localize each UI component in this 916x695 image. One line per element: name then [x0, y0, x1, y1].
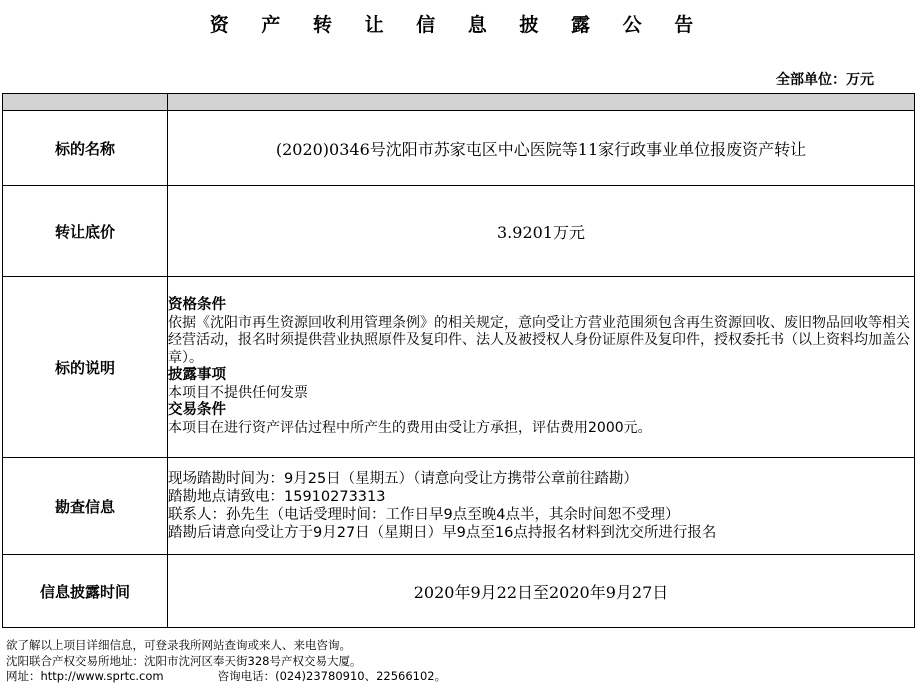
price-value: 3.9201万元	[168, 186, 915, 277]
table-row-disclosure-time	[3, 555, 915, 628]
header-cell-left	[3, 94, 168, 111]
inspection-line: 踏勘地点请致电：15910273313	[168, 489, 386, 505]
trade-text: 本项目在进行资产评估过程中所产生的费用由受让方承担，评估费用2000元。	[168, 419, 652, 436]
header-cell-right	[168, 94, 915, 111]
qualification-text: 依据《沈阳市再生资源回收利用管理条例》的相关规定，意向受让方营业范围须包含再生资源回收、废旧物品回收等相关经营活动，报名时须提供营业执照原件及复印件、法人及被授权人身份证原件及复印件，授权委托书（以上资料均加盖公章）。	[168, 314, 910, 366]
table-row-description	[3, 277, 915, 458]
inspection-line: 现场踏勘时间为：9月25日（星期五）（请意向受让方携带公章前往踏勘）	[168, 471, 638, 487]
footer-website: 网址：http://www.sprtc.com	[6, 669, 164, 683]
footer-line-2: 沈阳联合产权交易所地址：沈阳市沈河区奉天街328号产权交易大厦。	[6, 653, 362, 668]
qualification-title: 资格条件	[168, 297, 226, 313]
price-label: 转让底价	[3, 186, 168, 277]
inspection-content	[168, 458, 915, 555]
disclosure-title: 披露事项	[168, 367, 226, 383]
inspection-line: 踏勘后请意向受让方于9月27日（星期日）早9点至16点持报名材料到沈交所进行报名	[168, 525, 717, 541]
footer-phone: 咨询电话：(024)23780910、22566102。	[217, 669, 447, 683]
description-content	[168, 277, 915, 458]
info-table	[2, 93, 915, 628]
name-label: 标的名称	[3, 111, 168, 186]
disclosure-time-value: 2020年9月22日至2020年9月27日	[168, 555, 915, 628]
name-value: (2020)0346号沈阳市苏家屯区中心医院等11家行政事业单位报废资产转让	[168, 111, 915, 186]
table-header-row	[3, 94, 915, 111]
footer	[6, 638, 446, 685]
footer-line-3	[6, 669, 446, 685]
trade-title: 交易条件	[168, 402, 226, 418]
disclosure-text: 本项目不提供任何发票	[168, 384, 308, 401]
disclosure-time-label: 信息披露时间	[3, 555, 168, 628]
description-label: 标的说明	[3, 277, 168, 458]
unit-label: 全部单位：万元	[776, 72, 874, 88]
table-row-inspection	[3, 458, 915, 555]
inspection-line: 联系人：孙先生（电话受理时间：工作日早9点至晚4点半，其余时间恕不受理）	[168, 507, 680, 523]
table-row-name	[3, 111, 915, 186]
footer-line-1: 欲了解以上项目详细信息，可登录我所网站查询或来人、来电咨询。	[6, 638, 351, 652]
table-row-price	[3, 186, 915, 277]
inspection-label: 勘查信息	[3, 458, 168, 555]
page-title: 资 产 转 让 信 息 披 露 公 告	[209, 14, 707, 36]
